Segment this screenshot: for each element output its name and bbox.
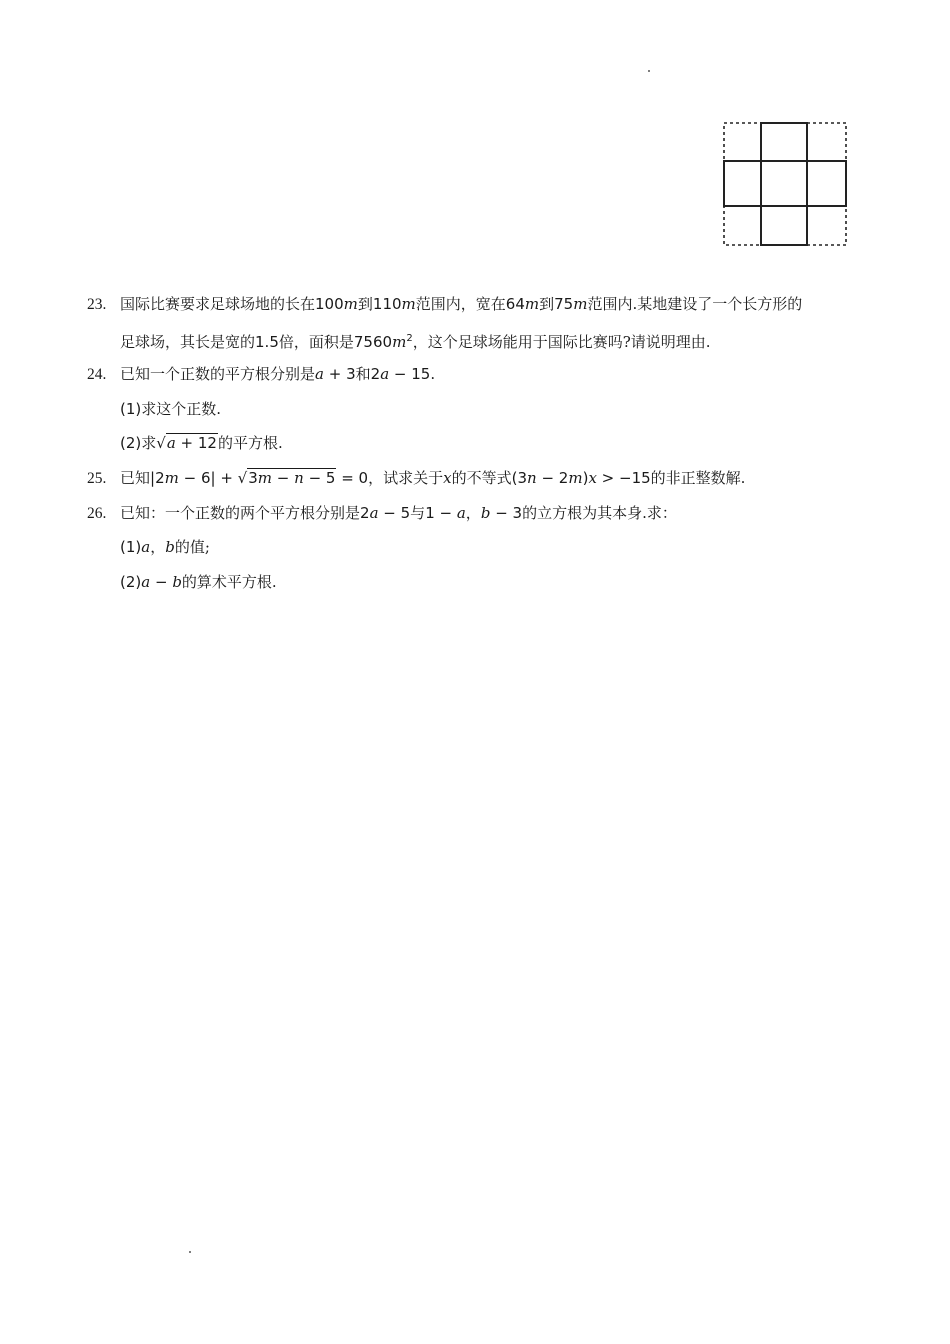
grid-cell-top-left-dashed bbox=[724, 123, 761, 161]
question-23-text-line-1: 国际比赛要求足球场地的长在100m到110m范围内，宽在64m到75m范围内.某地建设了一个长方形的 bbox=[120, 295, 803, 313]
sqrt-symbol: √a + 12 bbox=[156, 434, 217, 452]
question-25-stem: 25. 已知|2m − 6| + √3m − n − 5 = 0，试求关于x的不等式(3n − 2m)x > −15的非正整数解. bbox=[87, 467, 745, 490]
grid-cell-top-center bbox=[761, 123, 807, 161]
grid-cell-top-right-dashed bbox=[807, 123, 846, 161]
question-26-stem: 26. 已知：一个正数的两个平方根分别是2a − 5与1 − a，b − 3的立方根为其本身.求： bbox=[87, 502, 677, 525]
grid-cell-middle-left bbox=[724, 161, 761, 206]
question-24-part-2: (2)求√a + 12的平方根. bbox=[120, 434, 283, 452]
question-26-part-1: (1)a，b的值; bbox=[120, 538, 210, 556]
question-23-line-1 bbox=[87, 293, 802, 316]
question-24-stem: 24. 已知一个正数的平方根分别是a + 3和2a − 15. bbox=[87, 363, 435, 386]
question-23-line-2: 足球场，其长是宽的1.5倍，面积是$7560m^2$，这个足球场能用于国际比赛吗?请说明理由. bbox=[120, 333, 711, 351]
page-mark-top bbox=[648, 70, 650, 72]
grid-cell-middle-right bbox=[807, 161, 846, 206]
sqrt-symbol: √3m − n − 5 bbox=[237, 469, 336, 487]
cross-grid-figure bbox=[722, 121, 848, 247]
question-24-number: 24. bbox=[87, 366, 107, 383]
question-23-number: 23. bbox=[87, 296, 107, 313]
grid-cell-bottom-center bbox=[761, 206, 807, 245]
grid-cell-bottom-right-dashed bbox=[807, 206, 846, 245]
grid-cell-middle-center bbox=[761, 161, 807, 206]
question-24-part-1: (1)求这个正数. bbox=[120, 400, 222, 418]
grid-cell-bottom-left-dashed bbox=[724, 206, 761, 245]
question-26-number: 26. bbox=[87, 505, 107, 522]
question-26-part-2: (2)a − b的算术平方根. bbox=[120, 573, 277, 591]
question-25-number: 25. bbox=[87, 470, 107, 487]
page-mark-bottom bbox=[189, 1251, 191, 1253]
